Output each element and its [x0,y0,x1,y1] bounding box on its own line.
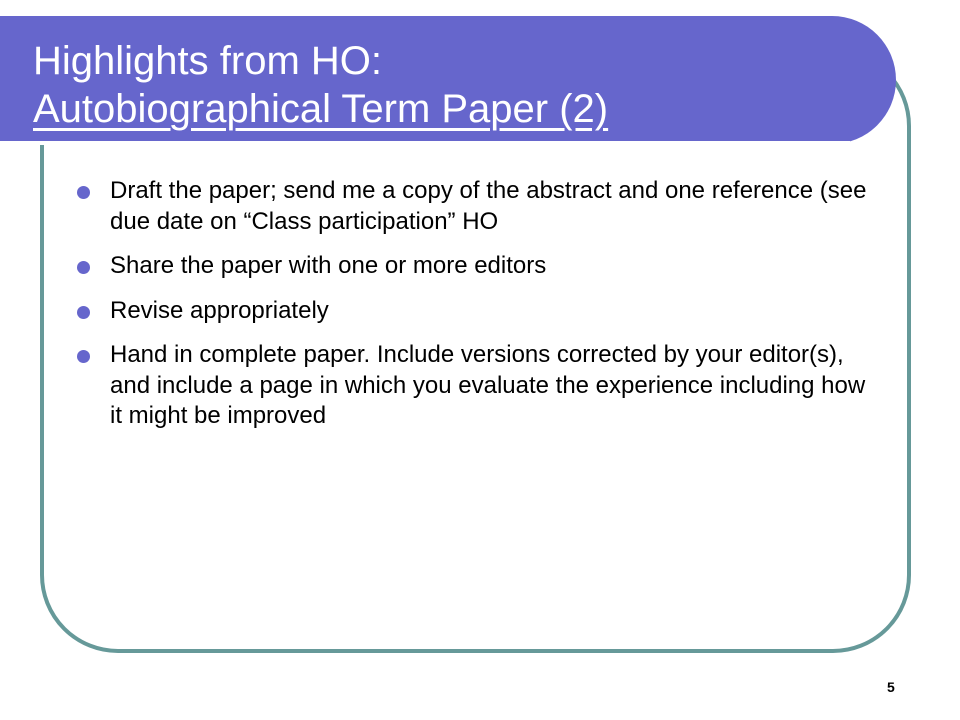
bullet-text: Hand in complete paper. Include versions corrected by your editor(s), and include a page in which you evaluate the experience including how it might be improved [110,341,866,429]
bullet-text: Draft the paper; send me a copy of the abstract and one reference (see due date on “Class participation” HO [110,177,867,235]
slide-number: 5 [887,679,895,695]
bullet-dot-icon [77,261,90,274]
bullet-item-revise [77,296,867,327]
bullet-item-share [77,251,867,282]
bullet-item-hand-in [77,340,867,432]
bullet-text: Revise appropriately [110,296,329,324]
slide-title-line-2: Autobiographical Term Paper (2) [33,87,609,131]
bullet-item-draft [77,176,867,237]
title-bar [0,16,896,144]
bullet-list [77,176,867,446]
bullet-dot-icon [77,306,90,319]
bullet-text: Share the paper with one or more editors [110,252,547,279]
slide-title-line-1: Highlights from HO: [33,39,382,83]
bullet-dot-icon [77,350,90,363]
title-underline-divider [0,141,850,145]
bullet-dot-icon [77,186,90,199]
slide-title [33,37,608,133]
